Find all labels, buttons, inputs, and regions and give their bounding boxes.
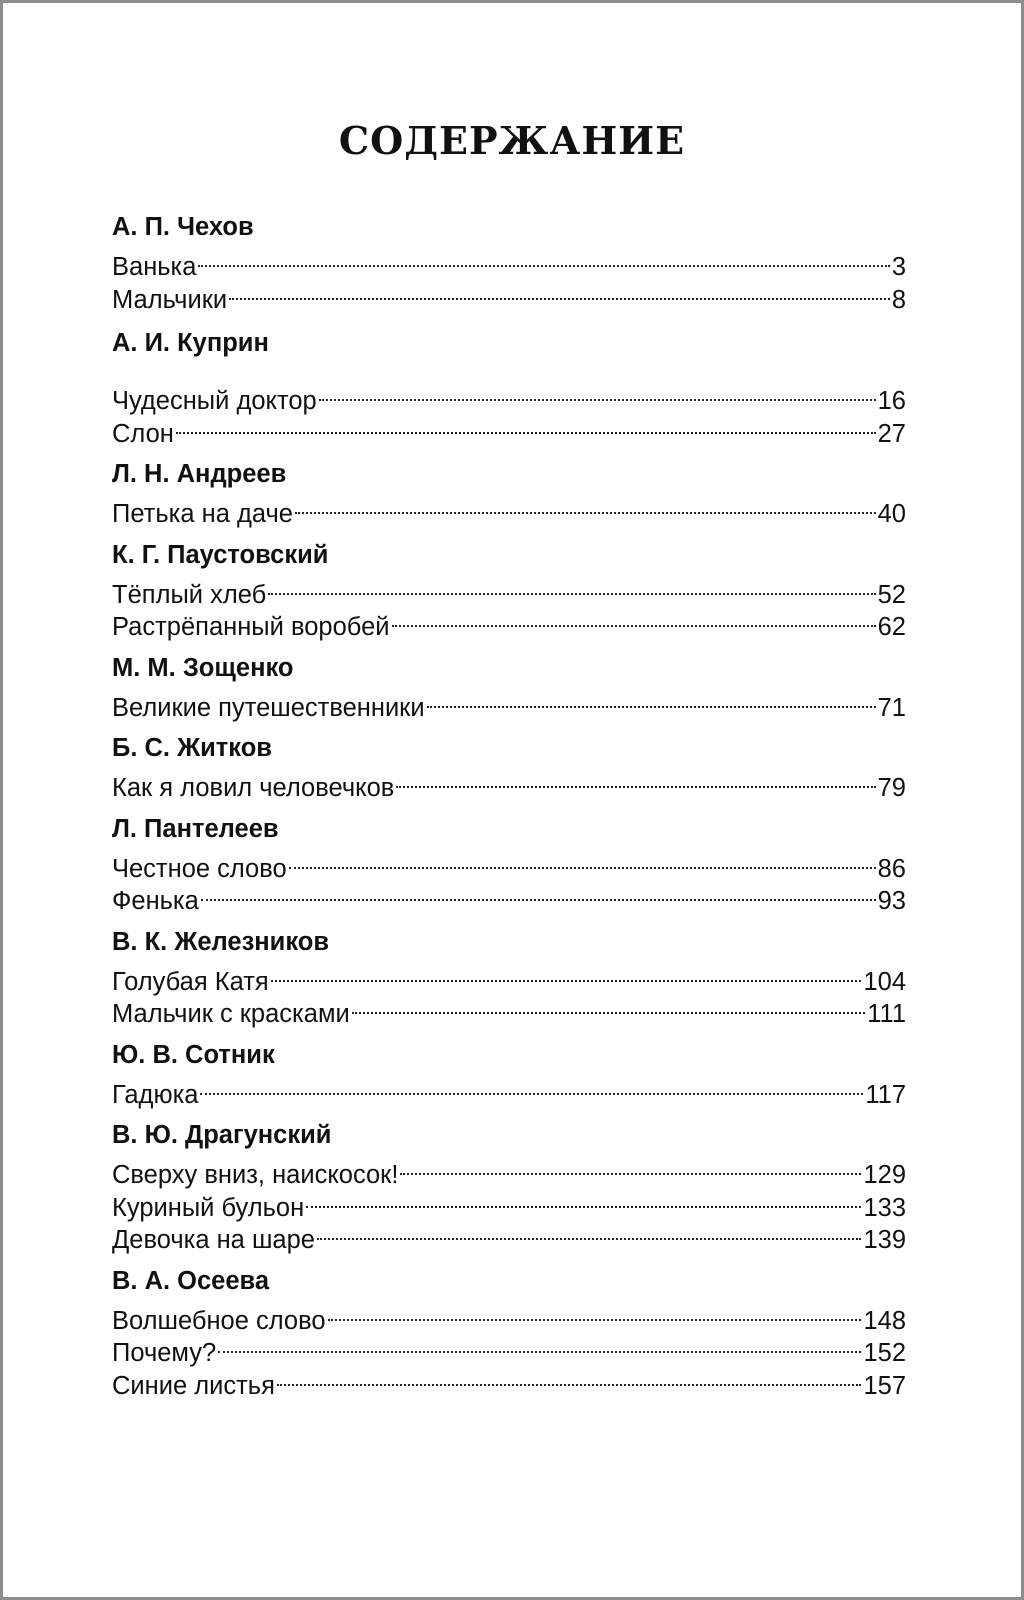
- table-of-contents: [112, 211, 906, 1400]
- toc-entry[interactable]: [112, 1362, 906, 1400]
- entry-page-number: 157: [863, 1371, 906, 1400]
- entry-title: Голубая Катя: [112, 967, 269, 996]
- entry-page-number: 40: [877, 500, 906, 528]
- author-heading: В. А. Осеева: [112, 1266, 270, 1295]
- entry-page-number: 3: [891, 253, 906, 281]
- entry-title: Мальчики: [112, 285, 228, 314]
- entry-title: Петька на даче: [112, 500, 293, 528]
- dot-leader: [306, 1184, 861, 1216]
- toc-section-oseeva: [112, 1265, 906, 1400]
- toc-entry[interactable]: [112, 243, 906, 281]
- entry-page-number: 111: [867, 1000, 906, 1028]
- entry-page-number: 133: [863, 1193, 906, 1222]
- entry-page-number: 71: [877, 693, 906, 722]
- dot-leader: [201, 877, 876, 909]
- dot-leader: [176, 410, 876, 442]
- author-heading: Ю. В. Сотник: [112, 1040, 275, 1069]
- toc-entry[interactable]: [112, 1151, 906, 1189]
- author-heading: Л. Н. Андреев: [112, 460, 287, 488]
- entry-page-number: 27: [877, 419, 906, 448]
- toc-section-andreev: [112, 458, 906, 528]
- dot-leader: [268, 571, 875, 603]
- entry-page-number: 148: [863, 1306, 906, 1335]
- entry-title: Мальчик с красками: [112, 1000, 350, 1028]
- entry-title: Волшебное слово: [112, 1306, 326, 1335]
- entry-page-number: 52: [877, 580, 906, 609]
- entry-title: Почему?: [112, 1339, 217, 1367]
- entry-page-number: 86: [877, 854, 906, 883]
- toc-entry[interactable]: [112, 276, 906, 314]
- dot-leader: [427, 684, 876, 716]
- entry-title: Девочка на шаре: [112, 1226, 315, 1254]
- entry-page-number: 117: [865, 1080, 906, 1109]
- toc-section-zhitkov: [112, 732, 906, 802]
- entry-page-number: 8: [891, 285, 906, 314]
- toc-section-chekhov: [112, 211, 906, 314]
- toc-section-panteleev: [112, 813, 906, 915]
- entry-title: Ванька: [112, 253, 197, 281]
- dot-leader: [271, 958, 862, 990]
- entry-title: Как я ловил человечков: [112, 774, 395, 802]
- toc-entry[interactable]: [112, 1329, 906, 1367]
- toc-section-dragunsky: [112, 1119, 906, 1254]
- author-heading: Л. Пантелеев: [112, 814, 279, 843]
- toc-entry[interactable]: [112, 410, 906, 448]
- dot-leader: [198, 243, 889, 275]
- author-heading: В. Ю. Драгунский: [112, 1121, 332, 1149]
- toc-entry[interactable]: [112, 571, 906, 609]
- entry-page-number: 93: [877, 887, 906, 915]
- dot-leader: [289, 845, 876, 877]
- entry-title: Честное слово: [112, 854, 287, 883]
- entry-title: Великие путешественники: [112, 693, 425, 722]
- entry-title: Сверху вниз, наискосок!: [112, 1161, 399, 1189]
- toc-entry[interactable]: [112, 764, 906, 802]
- toc-entry[interactable]: [112, 490, 906, 528]
- dot-leader: [396, 764, 875, 796]
- toc-entry[interactable]: [112, 377, 906, 415]
- dot-leader: [400, 1151, 861, 1183]
- dot-leader: [392, 603, 876, 635]
- author-heading: А. П. Чехов: [112, 213, 254, 241]
- author-heading: А. И. Куприн: [112, 329, 269, 357]
- entry-title: Гадюка: [112, 1080, 199, 1109]
- dot-leader: [218, 1329, 861, 1361]
- entry-title: Слон: [112, 419, 174, 448]
- toc-section-kuprin: [112, 327, 906, 448]
- entry-page-number: 152: [863, 1339, 906, 1367]
- dot-leader: [200, 1071, 863, 1103]
- entry-page-number: 139: [863, 1226, 906, 1254]
- entry-title: Синие листья: [112, 1371, 275, 1400]
- entry-title: Тёплый хлеб: [112, 580, 267, 609]
- toc-section-zoshchenko: [112, 652, 906, 722]
- toc-entry[interactable]: [112, 958, 906, 996]
- toc-entry[interactable]: [112, 1297, 906, 1335]
- toc-section-paustovsky: [112, 539, 906, 641]
- toc-entry[interactable]: [112, 1071, 906, 1109]
- dot-leader: [295, 490, 876, 522]
- author-heading: Б. С. Житков: [112, 734, 272, 762]
- entry-page-number: 104: [863, 967, 906, 996]
- entry-title: Растрёпанный воробей: [112, 613, 390, 641]
- author-heading: К. Г. Паустовский: [112, 540, 329, 569]
- dot-leader: [317, 1216, 861, 1248]
- dot-leader: [277, 1362, 862, 1394]
- toc-entry[interactable]: [112, 845, 906, 883]
- dot-leader: [352, 990, 866, 1022]
- entry-page-number: 129: [863, 1161, 906, 1189]
- entry-page-number: 16: [877, 387, 906, 415]
- author-heading: М. М. Зощенко: [112, 653, 294, 682]
- toc-entry[interactable]: [112, 684, 906, 722]
- author-heading: В. К. Железников: [112, 927, 330, 956]
- toc-section-zheleznikov: [112, 926, 906, 1028]
- page-title: СОДЕРЖАНИЕ: [338, 118, 686, 163]
- entry-title: Куриный бульон: [112, 1193, 305, 1222]
- entry-title: Чудесный доктор: [112, 387, 317, 415]
- toc-section-sotnik: [112, 1039, 906, 1109]
- dot-leader: [328, 1297, 862, 1329]
- dot-leader: [229, 276, 890, 308]
- entry-title: Фенька: [112, 887, 199, 915]
- entry-page-number: 79: [877, 774, 906, 802]
- entry-page-number: 62: [877, 613, 906, 641]
- toc-entry[interactable]: [112, 877, 906, 915]
- dot-leader: [319, 377, 876, 409]
